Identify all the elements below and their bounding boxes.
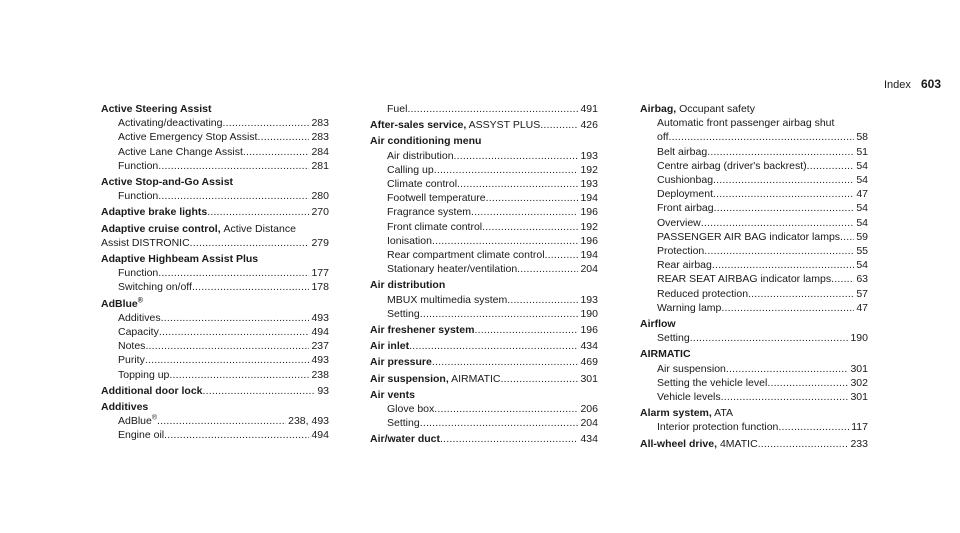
page-ref: 302 bbox=[850, 376, 868, 389]
entry-heading-row: After-sales service, ASSYST PLUS ..... 426 bbox=[370, 118, 598, 132]
entry-heading: Active Stop-and-Go Assist bbox=[101, 176, 234, 189]
index-entry bbox=[640, 406, 868, 434]
entry-heading-row: Air/water duct ..... 434 bbox=[370, 432, 598, 446]
registered-mark: ® bbox=[137, 297, 143, 305]
page-ref: 192 bbox=[580, 163, 598, 176]
index-subentry: Active Lane Change Assist ..... 284 bbox=[101, 145, 329, 159]
page-header bbox=[884, 77, 941, 91]
index-subentry: Calling up ..... 192 bbox=[370, 163, 598, 177]
index-entry bbox=[640, 437, 868, 451]
page-ref: 194 bbox=[580, 192, 598, 205]
entry-heading-row: Air freshener system ..... 196 bbox=[370, 323, 598, 337]
page-ref: 238 bbox=[311, 368, 329, 381]
page-ref: 426 bbox=[580, 119, 598, 132]
page-ref: 54 bbox=[856, 174, 868, 187]
index-entry bbox=[101, 175, 329, 203]
page-ref: 196 bbox=[580, 324, 598, 337]
page-number: 603 bbox=[920, 77, 941, 91]
page-ref: 47 bbox=[856, 188, 868, 201]
page-ref: 493 bbox=[311, 354, 329, 367]
index-subentry: Topping up ..... 238 bbox=[101, 368, 329, 382]
index-subentry: Setting ..... 190 bbox=[370, 307, 598, 321]
page-ref: 193 bbox=[580, 149, 598, 162]
page-ref: 59 bbox=[856, 230, 868, 243]
page-ref: 301 bbox=[850, 391, 868, 404]
index-subentry: Belt airbag ..... 51 bbox=[640, 145, 868, 159]
index-entry bbox=[101, 297, 329, 382]
page-ref: 190 bbox=[580, 307, 598, 320]
index-subentry: Active Emergency Stop Assist ..... 283 bbox=[101, 130, 329, 144]
index-entry bbox=[370, 372, 598, 386]
page-ref: 493 bbox=[311, 311, 329, 324]
page-ref: 301 bbox=[580, 372, 598, 385]
index-subentry: Stationary heater/ventilation ..... 204 bbox=[370, 262, 598, 276]
index-subentry: Rear airbag ..... 54 bbox=[640, 258, 868, 272]
index-column-1 bbox=[101, 102, 329, 445]
page-ref: 190 bbox=[850, 332, 868, 345]
index-entry bbox=[370, 134, 598, 276]
page-ref: 301 bbox=[850, 362, 868, 375]
index-subentry: Warning lamp ..... 47 bbox=[640, 301, 868, 315]
index-subentry: Cushionbag ..... 54 bbox=[640, 173, 868, 187]
index-entry bbox=[370, 118, 598, 132]
page-ref: 283 bbox=[311, 117, 329, 130]
index-column-3 bbox=[640, 102, 868, 453]
entry-heading: Active Steering Assist bbox=[101, 103, 212, 115]
entry-heading: Air conditioning menu bbox=[370, 135, 482, 148]
entry-heading: AdBlue® bbox=[101, 297, 143, 310]
index-entry bbox=[101, 102, 329, 173]
page-ref: 196 bbox=[580, 234, 598, 247]
page-ref: 178 bbox=[311, 281, 329, 294]
page-ref: 204 bbox=[580, 417, 598, 430]
entry-heading: Adaptive cruise control, Active Distance bbox=[101, 222, 296, 235]
index-subentry: Reduced protection ..... 57 bbox=[640, 287, 868, 301]
page-ref: 233 bbox=[850, 437, 868, 450]
page-ref: 206 bbox=[580, 403, 598, 416]
page-ref: 237 bbox=[311, 340, 329, 353]
index-subentry: Notes ..... 237 bbox=[101, 339, 329, 353]
index-subentry: Ionisation ..... 196 bbox=[370, 234, 598, 248]
registered-mark: ® bbox=[151, 414, 158, 422]
page-ref: 494 bbox=[311, 326, 329, 339]
index-entry bbox=[101, 384, 329, 398]
index-subentry: PASSENGER AIR BAG indicator lamps ..... 59 bbox=[640, 230, 868, 244]
index-subentry: Function ..... 177 bbox=[101, 266, 329, 280]
page-ref: 117 bbox=[851, 421, 868, 434]
index-entry bbox=[370, 323, 598, 337]
index-subentry: Activating/deactivating ..... 283 bbox=[101, 116, 329, 130]
page-ref: 469 bbox=[580, 356, 598, 369]
entry-heading: AIRMATIC bbox=[640, 348, 691, 361]
entry-heading-row: Additional door lock ..... 93 bbox=[101, 384, 329, 398]
page-ref: 491 bbox=[580, 103, 598, 115]
index-subentry: Rear compartment climate control ..... 194 bbox=[370, 248, 598, 262]
page-ref: 280 bbox=[311, 190, 329, 203]
index-entry bbox=[101, 222, 329, 250]
index-subentry: Function ..... 281 bbox=[101, 159, 329, 173]
page-ref: 54 bbox=[856, 259, 868, 272]
entry-heading-row: Air inlet ..... 434 bbox=[370, 339, 598, 353]
entry-heading: Alarm system, ATA bbox=[640, 407, 734, 420]
index-subentry: Assist DISTRONIC ..... 279 bbox=[101, 236, 329, 250]
index-entry bbox=[101, 400, 329, 443]
index-subentry: MBUX multimedia system ..... 193 bbox=[370, 293, 598, 307]
entry-heading: Adaptive Highbeam Assist Plus bbox=[101, 253, 259, 266]
index-column-2 bbox=[370, 102, 598, 449]
page-ref: 55 bbox=[856, 245, 868, 258]
page-ref: 93 bbox=[317, 384, 329, 397]
entry-heading: Additives bbox=[101, 401, 149, 414]
page-ref: 283 bbox=[311, 131, 329, 144]
index-subentry: Air distribution ..... 193 bbox=[370, 149, 598, 163]
entry-heading: Airbag, Occupant safety bbox=[640, 103, 755, 115]
page-ref: 434 bbox=[580, 433, 598, 446]
index-entry bbox=[640, 317, 868, 345]
index-subentry: Front climate control ..... 192 bbox=[370, 220, 598, 234]
index-subentry: Setting ..... 204 bbox=[370, 416, 598, 430]
page-ref: 434 bbox=[580, 340, 598, 353]
index-subentry: REAR SEAT AIRBAG indicator lamps ..... 63 bbox=[640, 272, 868, 286]
entry-heading-row: Adaptive brake lights ..... 270 bbox=[101, 205, 329, 219]
index-entry bbox=[101, 252, 329, 295]
index-subentry: Function ..... 280 bbox=[101, 189, 329, 203]
entry-heading: Airflow bbox=[640, 318, 676, 331]
index-subentry: off ..... 58 bbox=[640, 130, 868, 144]
entry-heading-row: Air suspension, AIRMATIC ..... 301 bbox=[370, 372, 598, 386]
index-subentry: Front airbag ..... 54 bbox=[640, 201, 868, 215]
index-subentry: AdBlue® ..... 238, 493 bbox=[101, 414, 329, 428]
index-entry bbox=[370, 339, 598, 353]
index-subentry: Climate control ..... 193 bbox=[370, 177, 598, 191]
entry-heading: Air distribution bbox=[370, 279, 446, 292]
index-entry bbox=[370, 388, 598, 431]
index-subentry: Overview ..... 54 bbox=[640, 216, 868, 230]
page-ref: 196 bbox=[580, 206, 598, 219]
page-ref: 193 bbox=[580, 178, 598, 191]
index-subentry: Fragrance system ..... 196 bbox=[370, 205, 598, 219]
index-subentry: Purity ..... 493 bbox=[101, 353, 329, 367]
index-subentry: Vehicle levels ..... 301 bbox=[640, 390, 868, 404]
page-ref: 192 bbox=[580, 220, 598, 233]
index-subentry: Switching on/off ..... 178 bbox=[101, 280, 329, 294]
index-entry bbox=[370, 278, 598, 321]
entry-heading-row: Air pressure ..... 469 bbox=[370, 355, 598, 369]
page-ref: 494 bbox=[311, 429, 329, 442]
index-entry bbox=[640, 102, 868, 315]
page-ref: 47 bbox=[856, 301, 868, 314]
page-ref: 284 bbox=[311, 145, 329, 158]
index-entry bbox=[370, 432, 598, 446]
index-subentry: Interior protection function ..... 117 bbox=[640, 420, 868, 434]
page-ref: 238, 493 bbox=[288, 415, 329, 428]
entry-heading-row: All-wheel drive, 4MATIC ..... 233 bbox=[640, 437, 868, 451]
page-ref: 281 bbox=[311, 159, 329, 172]
index-subentry: Setting the vehicle level ..... 302 bbox=[640, 376, 868, 390]
page-ref: 54 bbox=[856, 159, 868, 172]
index-subentry: Fuel ..... 491 bbox=[370, 102, 598, 116]
index-subentry: Capacity ..... 494 bbox=[101, 325, 329, 339]
index-entry bbox=[370, 102, 598, 116]
index-subentry: Engine oil ..... 494 bbox=[101, 428, 329, 442]
page-ref: 51 bbox=[856, 145, 868, 158]
page-ref: 204 bbox=[580, 263, 598, 276]
page-ref: 54 bbox=[856, 216, 868, 229]
index-subentry: Setting ..... 190 bbox=[640, 331, 868, 345]
page-ref: 279 bbox=[311, 236, 329, 249]
index-subentry: Air suspension ..... 301 bbox=[640, 362, 868, 376]
page-ref: 177 bbox=[311, 267, 329, 280]
index-subentry: Deployment ..... 47 bbox=[640, 187, 868, 201]
page-ref: 57 bbox=[856, 287, 868, 300]
page-ref: 63 bbox=[856, 273, 868, 286]
index-subentry-text: Automatic front passenger airbag shut bbox=[657, 117, 835, 130]
index-subentry: Footwell temperature ..... 194 bbox=[370, 191, 598, 205]
index-entry bbox=[370, 355, 598, 369]
index-subentry: Glove box ..... 206 bbox=[370, 402, 598, 416]
index-entry bbox=[101, 205, 329, 219]
page-ref: 193 bbox=[580, 293, 598, 306]
page-ref: 270 bbox=[311, 206, 329, 219]
header-label: Index bbox=[883, 79, 911, 91]
index-entry bbox=[640, 347, 868, 404]
page-ref: 194 bbox=[580, 249, 598, 262]
page-ref: 58 bbox=[856, 131, 868, 144]
entry-heading: Air vents bbox=[370, 388, 415, 401]
index-subentry: Protection ..... 55 bbox=[640, 244, 868, 258]
index-subentry: Additives ..... 493 bbox=[101, 311, 329, 325]
page-ref: 54 bbox=[856, 202, 868, 215]
index-subentry: Centre airbag (driver's backrest) ..... 54 bbox=[640, 159, 868, 173]
